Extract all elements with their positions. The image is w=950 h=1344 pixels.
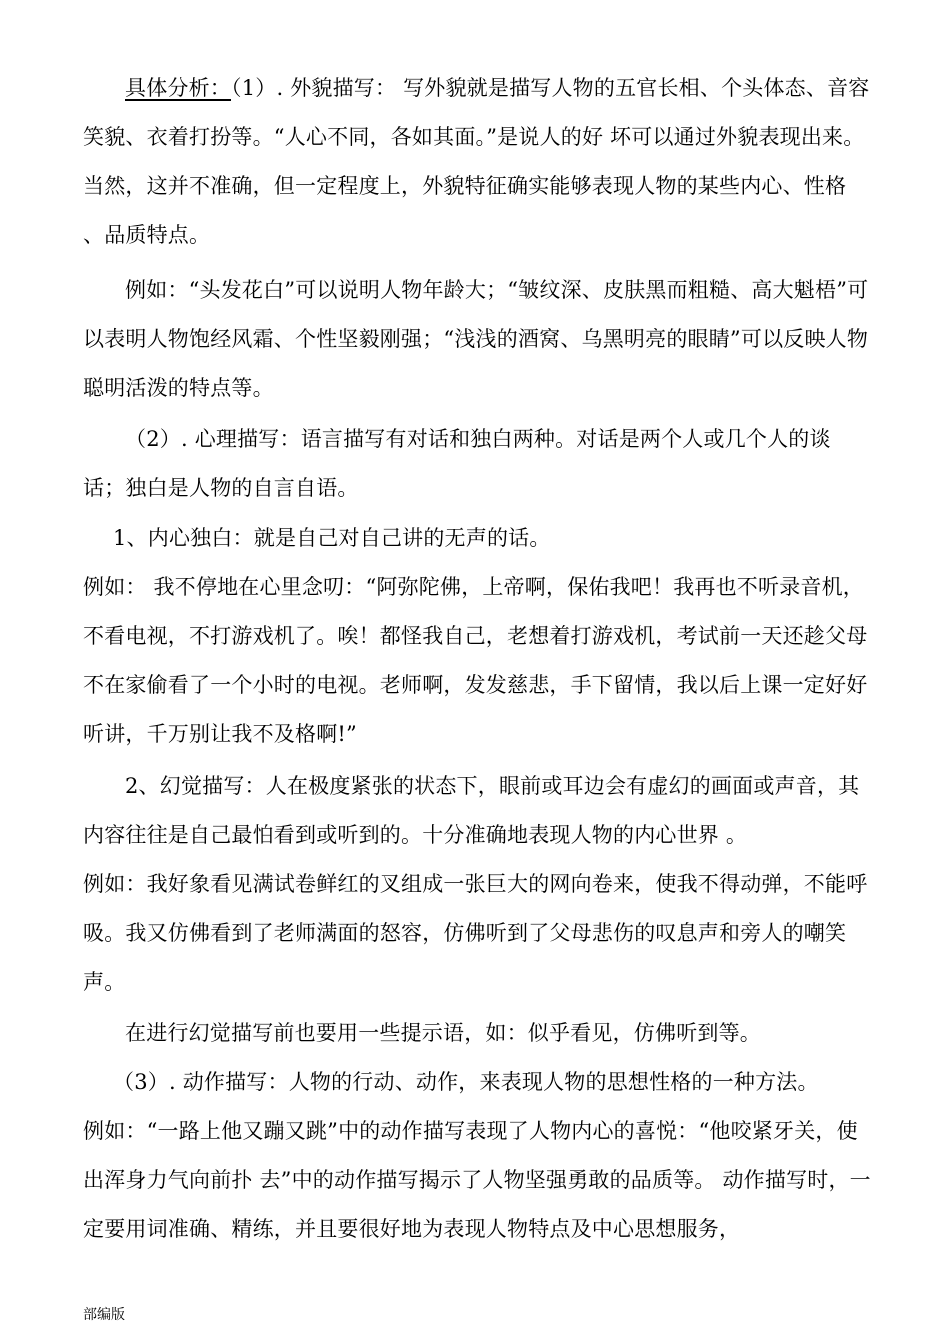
appearance-text: （1）. 外貌描写： 写外貌就是描写人物的五官长相、个头体态、音容笑貌、衣着打扮等。“人心不同，各如其面。”是说人的好 坏可以通过外貌表现出来。当然，这并不准确，但一定程度上，外貌特征确实能够表现人物的某些内心、性格 、品质特点。 — [83, 76, 870, 247]
paragraph-inner-monologue: 1、内心独白：就是自己对自己讲的无声的话。 — [113, 526, 551, 550]
page-footer: 部编版 — [83, 1307, 125, 1323]
paragraph-action-example: 例如：“一路上他又蹦又跳”中的动作描写表现了人物内心的喜悦：“他咬紧牙关，使出浑身力气向前扑 去”中的动作描写揭示了人物坚强勇敢的品质等。 动作描写时，一定要用词准确、精练，并且要很好地为表现人物特点及中心思想服务， — [83, 1119, 871, 1241]
paragraph-hallucination: 2、幻觉描写：人在极度紧张的状态下，眼前或耳边会有虚幻的画面或声音，其内容往往是自己最怕看到或听到的。十分准确地表现人物的内心世界 。 — [83, 774, 860, 847]
paragraph-appearance — [83, 64, 873, 260]
paragraph-hallucination-example: 例如：我好象看见满试卷鲜红的叉组成一张巨大的网向卷来，使我不得动弹，不能呼吸。我又仿佛看到了老师满面的怒容，仿佛听到了父母悲伤的叹息声和旁人的嘲笑声。 — [83, 872, 868, 994]
paragraph-hint-words: 在进行幻觉描写前也要用一些提示语，如：似乎看见，仿佛听到等。 — [125, 1021, 761, 1045]
analysis-label: 具体分析： — [125, 76, 231, 100]
paragraph-psychology: （2）. 心理描写：语言描写有对话和独白两种。对话是两个人或几个人的谈话；独白是人物的自言自语。 — [83, 427, 831, 500]
paragraph-action: （3）. 动作描写：人物的行动、动作，来表现人物的思想性格的一种方法。 — [113, 1070, 819, 1094]
paragraph-monologue-example: 例如： 我不停地在心里念叨：“阿弥陀佛，上帝啊，保佑我吧！我再也不听录音机，不看电视，不打游戏机了。唉！都怪我自己，老想着打游戏机，考试前一天还趁父母不在家偷看了一个小时的电视。老师啊，发发慈悲，手下留情，我以后上课一定好好听讲，千万别让我不及格啊!” — [83, 575, 868, 746]
paragraph-appearance-example: 例如：“头发花白”可以说明人物年龄大；“皱纹深、皮肤黑而粗糙、高大魁梧”可以表明人物饱经风霜、个性坚毅刚强；“浅浅的酒窝、乌黑明亮的眼睛”可以反映人物聪明活泼的特点等。 — [83, 278, 869, 400]
